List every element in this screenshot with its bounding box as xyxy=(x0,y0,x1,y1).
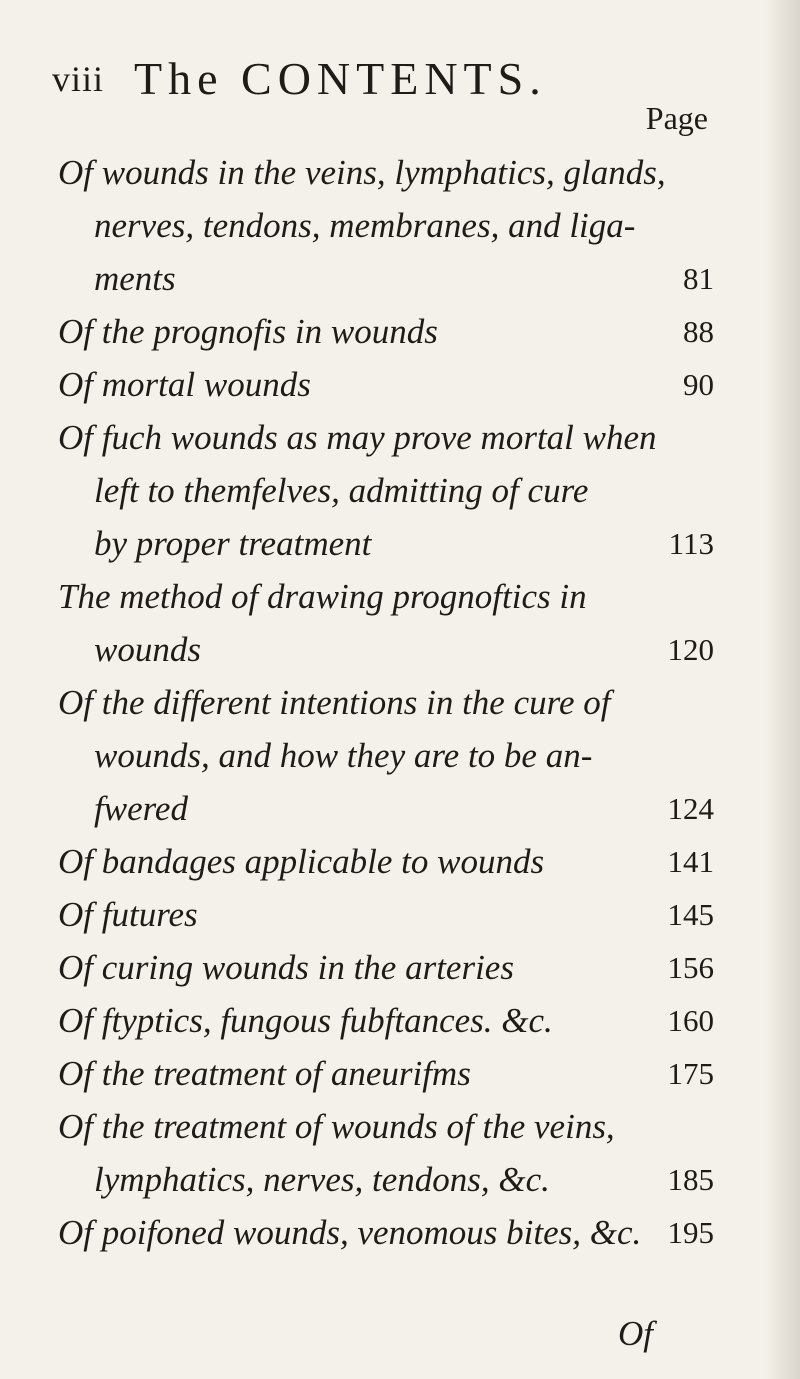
catchword: Of xyxy=(618,1314,653,1353)
toc-entry-text: Of the treatment of wounds of the veins, xyxy=(58,1107,615,1146)
running-head: The CONTENTS. xyxy=(134,53,547,104)
toc-entry xyxy=(58,358,714,411)
toc-page-number: 185 xyxy=(667,1162,714,1197)
toc-entry-text: ments xyxy=(94,259,176,298)
toc-page-number: 195 xyxy=(667,1215,714,1250)
toc-entry-text: Of fuch wounds as may prove mortal when xyxy=(58,418,657,457)
toc-page-number: 145 xyxy=(667,897,714,932)
toc-entry-text: wounds xyxy=(94,630,201,669)
toc-entry-text: Of wounds in the veins, lymphatics, glands, xyxy=(58,153,666,192)
toc-entry xyxy=(58,835,714,888)
toc-entry xyxy=(58,1047,714,1100)
toc-entry xyxy=(58,570,714,676)
toc-entry xyxy=(58,888,714,941)
toc-page-number: 124 xyxy=(667,791,714,826)
toc-entry-text: The method of drawing prognoftics in xyxy=(58,577,587,616)
toc-entry-text: by proper treatment xyxy=(94,524,372,563)
toc-page-number: 175 xyxy=(667,1056,714,1091)
toc-entry-text: wounds, and how they are to be an- xyxy=(94,736,593,775)
toc-entry-text: Of poifoned wounds, venomous bites, &c. xyxy=(58,1213,642,1252)
toc-entry-text: Of mortal wounds xyxy=(58,365,311,404)
toc-entry-text: fwered xyxy=(94,789,188,828)
toc-entry xyxy=(58,146,714,305)
toc-entry xyxy=(58,411,714,570)
toc-entry-text: Of curing wounds in the arteries xyxy=(58,948,514,987)
toc-entry-text: Of ftyptics, fungous fubftances. &c. xyxy=(58,1001,553,1040)
toc-entry xyxy=(58,305,714,358)
toc-page-number: 90 xyxy=(683,367,714,402)
toc-entry xyxy=(58,994,714,1047)
contents-list xyxy=(58,146,714,1259)
toc-entry xyxy=(58,1206,714,1259)
toc-entry-text: left to themfelves, admitting of cure xyxy=(94,471,589,510)
toc-entry-text: Of the prognofis in wounds xyxy=(58,312,438,351)
toc-entry xyxy=(58,941,714,994)
toc-page-number: 113 xyxy=(668,526,714,561)
page-folio: viii xyxy=(52,59,105,99)
toc-entry xyxy=(58,1100,714,1206)
toc-page-number: 88 xyxy=(683,314,714,349)
toc-page-number: 156 xyxy=(667,950,714,985)
toc-entry-text: Of the different intentions in the cure of xyxy=(58,683,611,722)
toc-entry-text: lymphatics, nerves, tendons, &c. xyxy=(94,1160,550,1199)
toc-entry xyxy=(58,676,714,835)
toc-page-number: 141 xyxy=(667,844,714,879)
toc-page-number: 160 xyxy=(667,1003,714,1038)
toc-entry-text: nerves, tendons, membranes, and liga- xyxy=(94,206,636,245)
toc-entry-text: Of the treatment of aneurifms xyxy=(58,1054,471,1093)
page-column-label: Page xyxy=(645,100,708,136)
toc-entry-text: Of bandages applicable to wounds xyxy=(58,842,545,881)
page-edge-shadow xyxy=(766,0,800,1379)
toc-page-number: 81 xyxy=(683,261,714,296)
toc-page-number: 120 xyxy=(667,632,714,667)
toc-entry-text: Of futures xyxy=(58,895,198,934)
